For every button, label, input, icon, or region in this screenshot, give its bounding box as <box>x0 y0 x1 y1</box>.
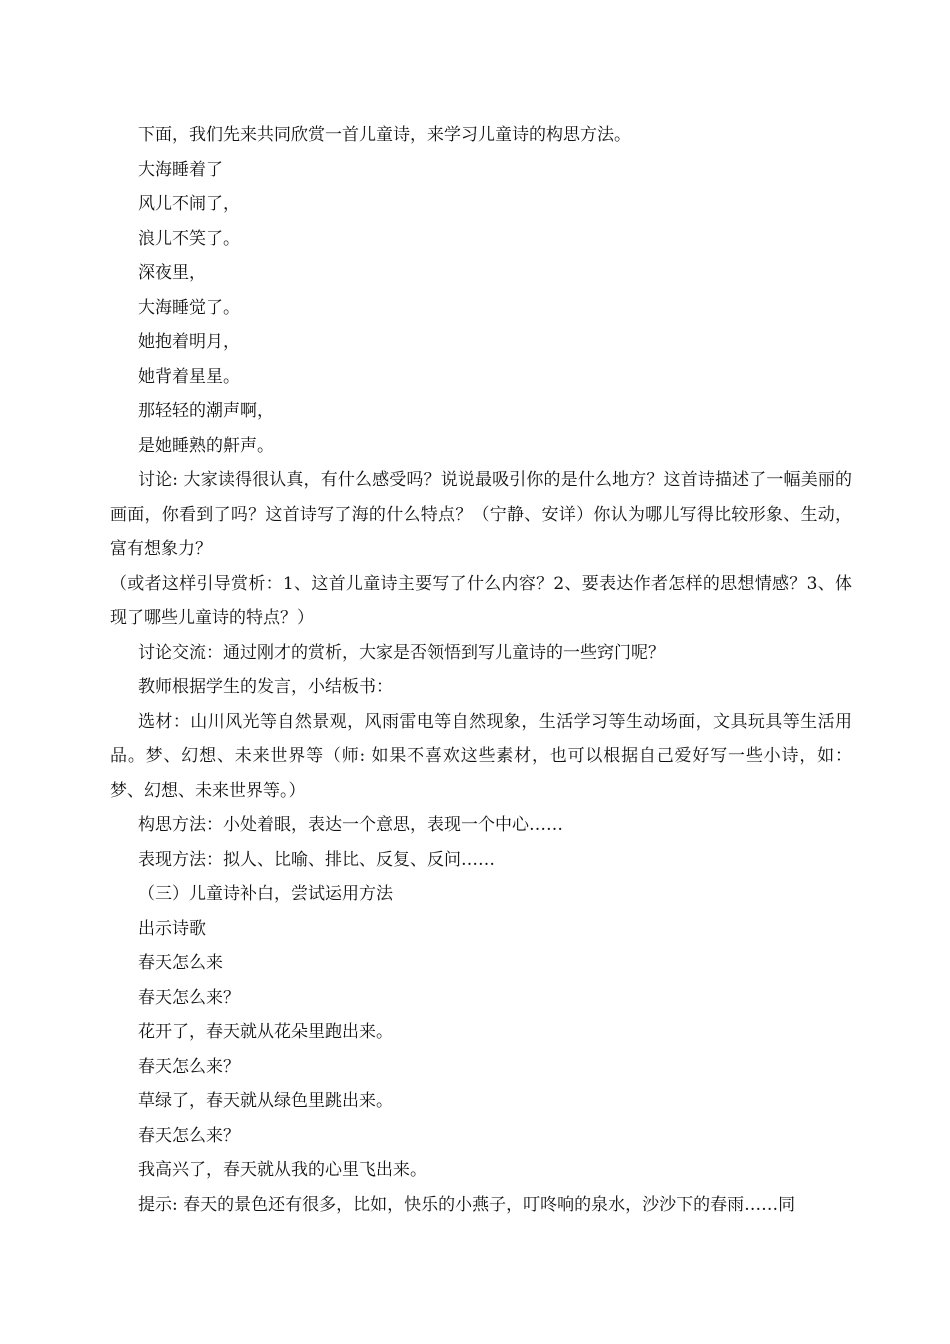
poem-line: 深夜里， <box>138 263 206 283</box>
poem-line: 春天怎么来？ <box>138 987 240 1008</box>
poem-title: 大海睡着了 <box>138 159 223 180</box>
poem-line: 她背着星星。 <box>138 366 240 387</box>
poem-line: 浪儿不笑了。 <box>138 228 240 249</box>
paragraph: 教师根据学生的发言，小结板书： <box>138 677 393 697</box>
poem-line: 那轻轻的潮声啊， <box>138 401 274 421</box>
paragraph: 出示诗歌 <box>138 918 206 939</box>
paragraph: 选材：山川风光等自然景观，风雨雷电等自然现象，生活学习等生动场面，文具玩具等生活用品。梦、幻想、未来世界等（师: 如果不喜欢这些素材，也可以根据自己爱好写一些小诗，如：梦、幻想、未来世界等。） <box>110 711 852 801</box>
poem-line: 她抱着明月， <box>138 332 240 352</box>
poem-line: 大海睡觉了。 <box>138 297 240 318</box>
poem-line: 春天怎么来？ <box>138 1125 240 1146</box>
document-body <box>110 118 852 1222</box>
poem-line: 我高兴了，春天就从我的心里飞出来。 <box>138 1160 427 1180</box>
paragraph: 构思方法：小处着眼，表达一个意思，表现一个中心…… <box>138 815 563 835</box>
poem-line: 花开了，春天就从花朵里跑出来。 <box>138 1022 393 1042</box>
poem-line: 是她睡熟的鼾声。 <box>138 435 274 456</box>
paragraph: 讨论: 大家读得很认真，有什么感受吗？说说最吸引你的是什么地方？这首诗描述了一幅美丽的画面，你看到了吗？这首诗写了海的什么特点？（宁静、安详）你认为哪儿写得比较形象、生动，富有想象力？ <box>110 470 852 559</box>
poem-line: 草绿了，春天就从绿色里跳出来。 <box>138 1091 393 1111</box>
poem-title: 春天怎么来 <box>138 953 223 973</box>
paragraph: 表现方法：拟人、比喻、排比、反复、反问…… <box>138 849 495 870</box>
paragraph: 讨论交流：通过刚才的赏析，大家是否领悟到写儿童诗的一些窍门呢？ <box>138 642 665 663</box>
paragraph: 下面，我们先来共同欣赏一首儿童诗，来学习儿童诗的构思方法。 <box>138 125 631 145</box>
paragraph: （或者这样引导赏析：1、这首儿童诗主要写了什么内容？2、要表达作者怎样的思想情感？3、体现了哪些儿童诗的特点？） <box>110 573 852 628</box>
paragraph: 提示: 春天的景色还有很多，比如，快乐的小燕子，叮咚响的泉水，沙沙下的春雨……同 <box>138 1194 796 1215</box>
poem-line: 风儿不闹了， <box>138 194 240 214</box>
poem-line: 春天怎么来？ <box>138 1056 240 1077</box>
section-heading: （三）儿童诗补白，尝试运用方法 <box>138 884 393 904</box>
